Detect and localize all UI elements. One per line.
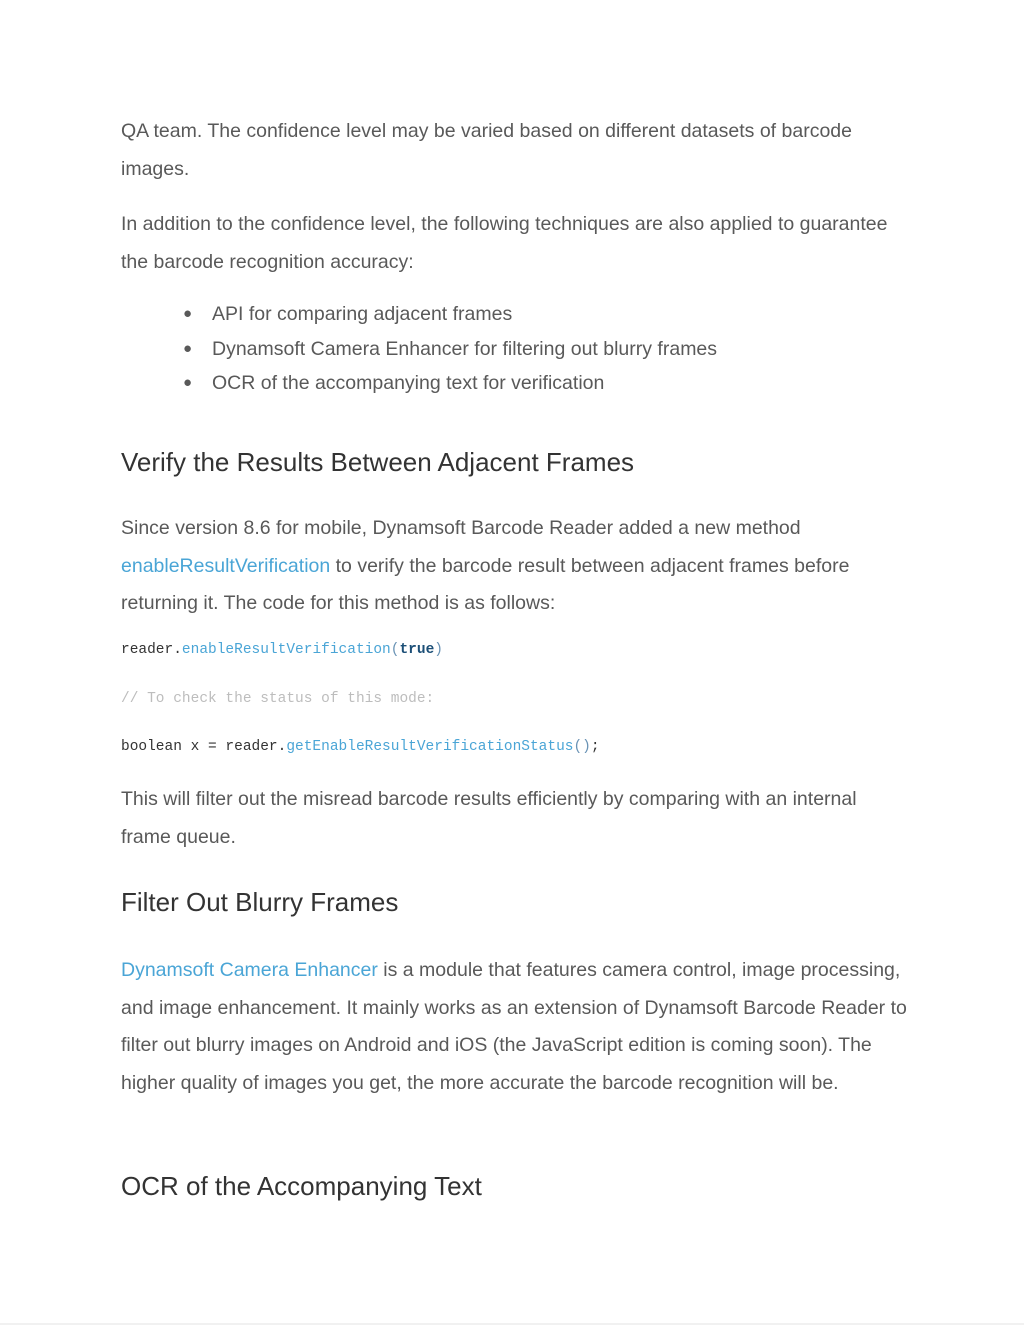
section-1-outro-block — [121, 781, 911, 856]
list-item-text: OCR of the accompanying text for verification — [212, 372, 605, 394]
intro-paragraph-block — [121, 113, 911, 188]
enable-result-verification-link[interactable]: enableResultVerification — [121, 554, 331, 577]
section-heading-filter: Filter Out Blurry Frames — [121, 887, 399, 917]
section-1-outro: This will filter out the misread barcode results efficiently by comparing with an internal frame queue. — [121, 788, 857, 848]
section-2-text: is a module that features camera control, image processing, and image enhancement. It mainly works as an extension of Dynamsoft Barcode Reader to filter out blurry images on Android and iOS (the JavaScript edition is coming soon). The higher quality of images you get, the more accurate the barcode recognition will be. — [121, 959, 907, 1094]
section-2-body-block — [121, 952, 911, 1102]
code-paren-close: ) — [434, 642, 443, 658]
list-item-text: Dynamsoft Camera Enhancer for filtering out blurry frames — [212, 337, 718, 360]
code-line-enable — [121, 641, 443, 659]
section-1-heading-block — [121, 446, 911, 478]
section-2-body — [121, 952, 911, 1102]
code-keyword: true — [399, 642, 435, 658]
section-1-intro — [121, 510, 911, 623]
code-semicolon: ; — [590, 739, 600, 755]
code-object: reader. — [121, 642, 182, 658]
section-heading-verify: Verify the Results Between Adjacent Frames — [121, 447, 635, 477]
code-method: getEnableResultVerificationStatus — [286, 739, 574, 755]
techniques-paragraph: In addition to the confidence level, the following techniques are also applied to guarantee the barcode recognition accuracy: — [121, 213, 888, 273]
section-1-intro-block — [121, 510, 911, 623]
code-paren-open: ( — [390, 642, 400, 658]
bullet-icon: ● — [183, 305, 193, 322]
list-item-text: API for comparing adjacent frames — [212, 303, 513, 325]
bullet-icon: ● — [183, 339, 193, 357]
code-parens: () — [573, 739, 591, 755]
techniques-list-block — [121, 297, 911, 401]
list-item — [121, 332, 911, 367]
list-item — [121, 297, 911, 332]
intro-text-after-link: to verify the barcode result between adjacent frames before returning it. The code for this method is as follows: — [121, 554, 850, 614]
code-declaration: boolean x = reader. — [121, 739, 287, 755]
intro-paragraph: QA team. The confidence level may be varied based on different datasets of barcode images. — [121, 120, 852, 180]
section-2-heading-block — [121, 886, 911, 918]
camera-enhancer-link[interactable]: Dynamsoft Camera Enhancer — [121, 959, 378, 981]
list-item — [121, 366, 911, 401]
techniques-paragraph-block — [121, 206, 911, 281]
techniques-list — [121, 297, 911, 401]
intro-text-before-link: Since version 8.6 for mobile, Dynamsoft Barcode Reader added a new method — [121, 517, 801, 539]
code-line-status — [121, 738, 600, 756]
section-heading-ocr: OCR of the Accompanying Text — [121, 1171, 482, 1201]
code-comment: // To check the status of this mode: — [121, 691, 435, 707]
bullet-icon: ● — [183, 374, 193, 391]
code-method: enableResultVerification — [181, 642, 391, 658]
section-3-heading-block — [121, 1170, 911, 1202]
